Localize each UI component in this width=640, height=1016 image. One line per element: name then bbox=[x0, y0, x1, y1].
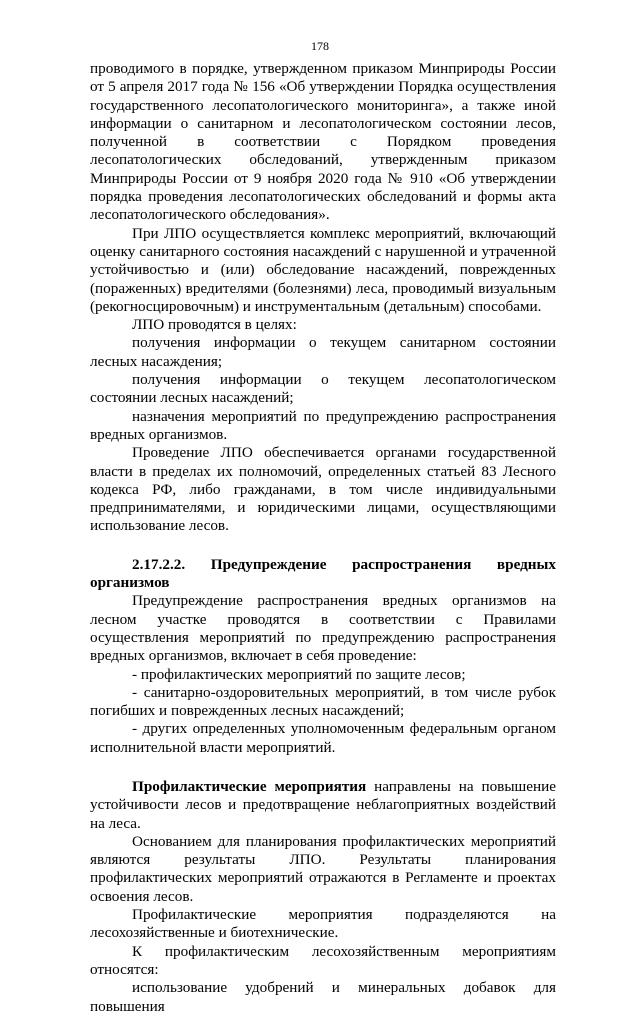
section-heading: 2.17.2.2. Предупреждение распространения вредных организмов bbox=[90, 555, 556, 592]
paragraph-continuation: проводимого в порядке, утвержденном приказом Минприроды России от 5 апреля 2017 года № 156 «Об утверждении Порядка осуществления государственного лесопатологического мониторинга», а также иной информации о санитарном и лесопатологическом состоянии лесов, полученной в соответствии с Порядком проведения лесопатологических обследований, утвержденным приказом Минприроды России от 9 ноября 2020 года № 910 «Об утверждении порядка проведения лесопатологических обследований и формы акта лесопатологического обследования». bbox=[90, 60, 556, 224]
paragraph-prevention: Предупреждение распространения вредных организмов на лесном участке проводятся в соответствии с Правилами осуществления мероприятий по предупреждению распространения вредных организмов, включает в себя проведение: bbox=[90, 592, 556, 665]
spacer bbox=[90, 757, 556, 778]
paragraph-lpo-complex: При ЛПО осуществляется комплекс мероприятий, включающий оценку санитарного состояния насаждений с нарушенной и утраченной устойчивостью и (или) обследование насаждений, поврежденных (пораженных) вредителями (болезнями) леса, проводимый визуальным (рекогносцировочным) и инструментальным (детальным) способами. bbox=[90, 224, 556, 315]
paragraph-forestry-measures: К профилактическим лесохозяйственным мероприятиям относятся: bbox=[90, 942, 556, 978]
page-number: 178 bbox=[311, 39, 329, 53]
list-item-sanitary-info: получения информации о текущем санитарном состоянии лесных насаждения; bbox=[90, 334, 556, 370]
bold-term: Профилактические мероприятия bbox=[132, 777, 367, 795]
paragraph-measures-types: Профилактические мероприятия подразделяются на лесохозяйственные и биотехнические. bbox=[90, 906, 556, 942]
list-item-other-measures: - других определенных уполномоченным федеральным органом исполнительной власти мероприятий. bbox=[90, 720, 556, 756]
spacer bbox=[90, 536, 556, 556]
paragraph-planning-basis: Основанием для планирования профилактических мероприятий являются результаты ЛПО. Результаты планирования профилактических мероприятий отражаются в Регламенте и проектах освоения лесов. bbox=[90, 832, 556, 905]
paragraph-preventive-measures-text: направлены на повышение устойчивости лесов и предотвращение неблагоприятных воздействий на леса. bbox=[90, 777, 556, 832]
paragraph-preventive-measures bbox=[90, 778, 556, 833]
paragraph-lpo-provision: Проведение ЛПО обеспечивается органами государственной власти в пределах их полномочий, определенных статьей 83 Лесного кодекса РФ, либо гражданами, в том числе индивидуальными предпринимателями, и юридическими лицами, осуществляющими использование лесов. bbox=[90, 444, 556, 535]
list-item-preventive-measures: - профилактических мероприятий по защите лесов; bbox=[132, 665, 466, 683]
list-item-sanitary-measures: - санитарно-оздоровительных мероприятий, в том числе рубок погибших и поврежденных лесных насаждений; bbox=[90, 683, 556, 720]
paragraph-lpo-goals: ЛПО проводятся в целях: bbox=[132, 316, 297, 334]
list-item-measures-assignment: назначения мероприятий по предупреждению распространения вредных организмов. bbox=[90, 407, 556, 443]
body-text bbox=[90, 60, 556, 1016]
paragraph-fertilizers: использование удобрений и минеральных добавок для повышения bbox=[90, 979, 556, 1015]
list-item-forest-pathology-info: получения информации о текущем лесопатологическом состоянии лесных насаждений; bbox=[90, 371, 556, 407]
